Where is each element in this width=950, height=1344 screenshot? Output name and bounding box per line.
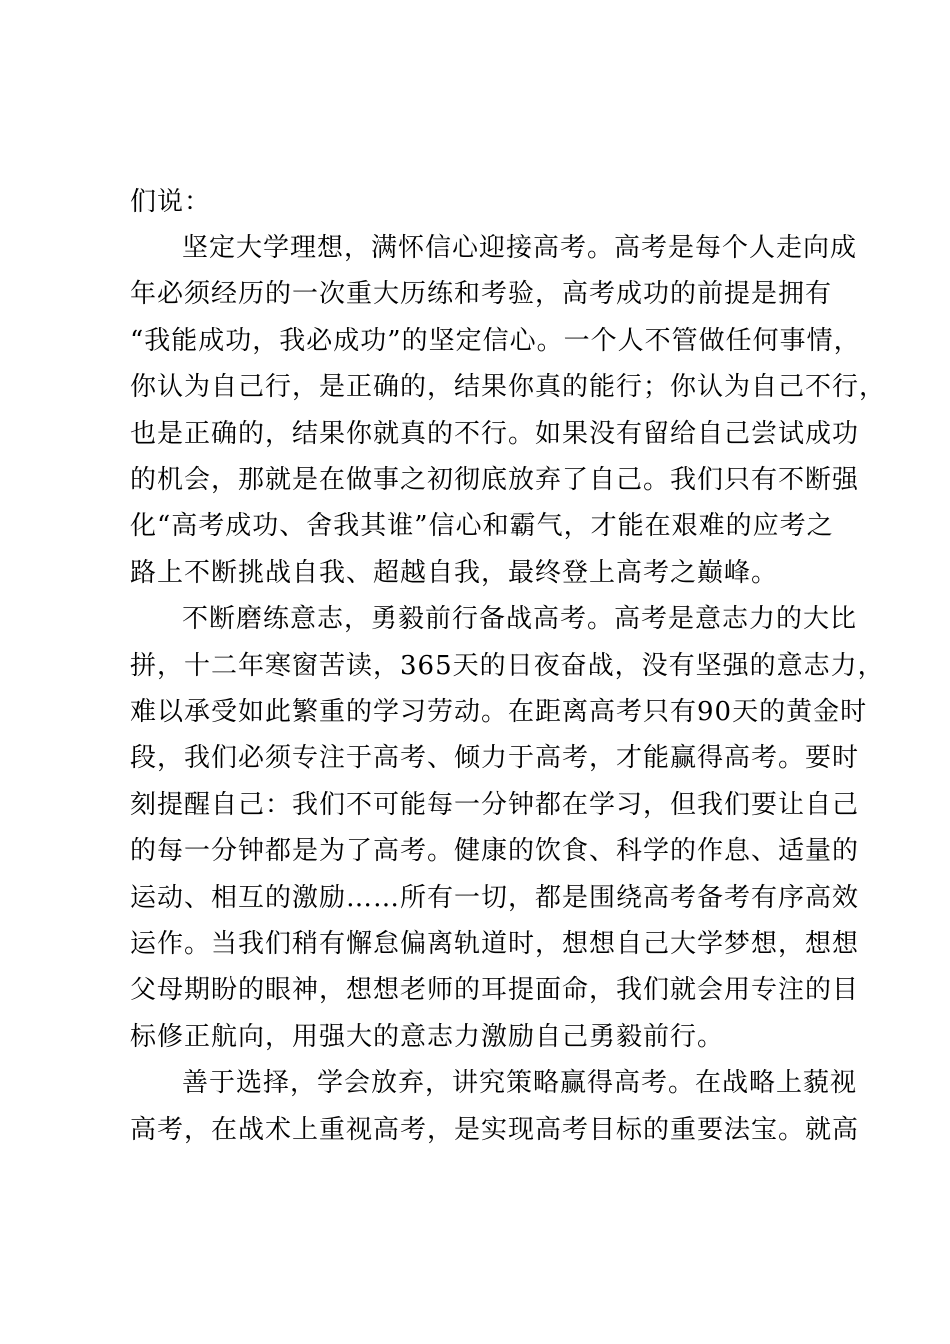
text-line: 路上不断挑战自我、超越自我，最终登上高考之巅峰。 <box>130 558 779 588</box>
text-line: 运动、相互的激励……所有一切，都是围绕高考备考有序高效 <box>130 883 860 913</box>
text-line: 年必须经历的一次重大历练和考验，高考成功的前提是拥有 <box>130 279 833 309</box>
text-line: 段，我们必须专注于高考、倾力于高考，才能赢得高考。要时 <box>130 743 860 773</box>
text-line: 标修正航向，用强大的意志力激励自己勇毅前行。 <box>130 1022 725 1052</box>
text-line: 的机会，那就是在做事之初彻底放弃了自己。我们只有不断强 <box>130 465 860 495</box>
text-line: 们说： <box>130 187 212 217</box>
text-line: 运作。当我们稍有懈怠偏离轨道时，想想自己大学梦想，想想 <box>130 929 860 959</box>
text-line: 化“高考成功、舍我其谁”信心和霸气，才能在艰难的应考之 <box>130 511 834 541</box>
text-line: 也是正确的，结果你就真的不行。如果没有留给自己尝试成功 <box>130 419 860 449</box>
text-line: 拼，十二年寒窗苦读，365天的日夜奋战，没有坚强的意志力， <box>130 651 885 681</box>
paragraph-first-line: 不断磨练意志，勇毅前行备战高考。高考是意志力的大比 <box>182 604 858 634</box>
paragraph-first-line: 善于选择，学会放弃，讲究策略赢得高考。在战略上藐视 <box>182 1068 858 1098</box>
text-line: 你认为自己行，是正确的，结果你真的能行；你认为自己不行， <box>130 372 887 402</box>
text-line: “我能成功，我必成功”的坚定信心。一个人不管做任何事情， <box>130 326 861 356</box>
text-line: 父母期盼的眼神，想想老师的耳提面命，我们就会用专注的目 <box>130 975 860 1005</box>
text-line: 高考，在战术上重视高考，是实现高考目标的重要法宝。就高 <box>130 1115 860 1145</box>
paragraph-first-line: 坚定大学理想，满怀信心迎接高考。高考是每个人走向成 <box>182 233 858 263</box>
text-line: 难以承受如此繁重的学习劳动。在距离高考只有90天的黄金时 <box>130 697 868 727</box>
text-line: 刻提醒自己：我们不可能每一分钟都在学习，但我们要让自己 <box>130 790 860 820</box>
text-line: 的每一分钟都是为了高考。健康的饮食、科学的作息、适量的 <box>130 836 860 866</box>
